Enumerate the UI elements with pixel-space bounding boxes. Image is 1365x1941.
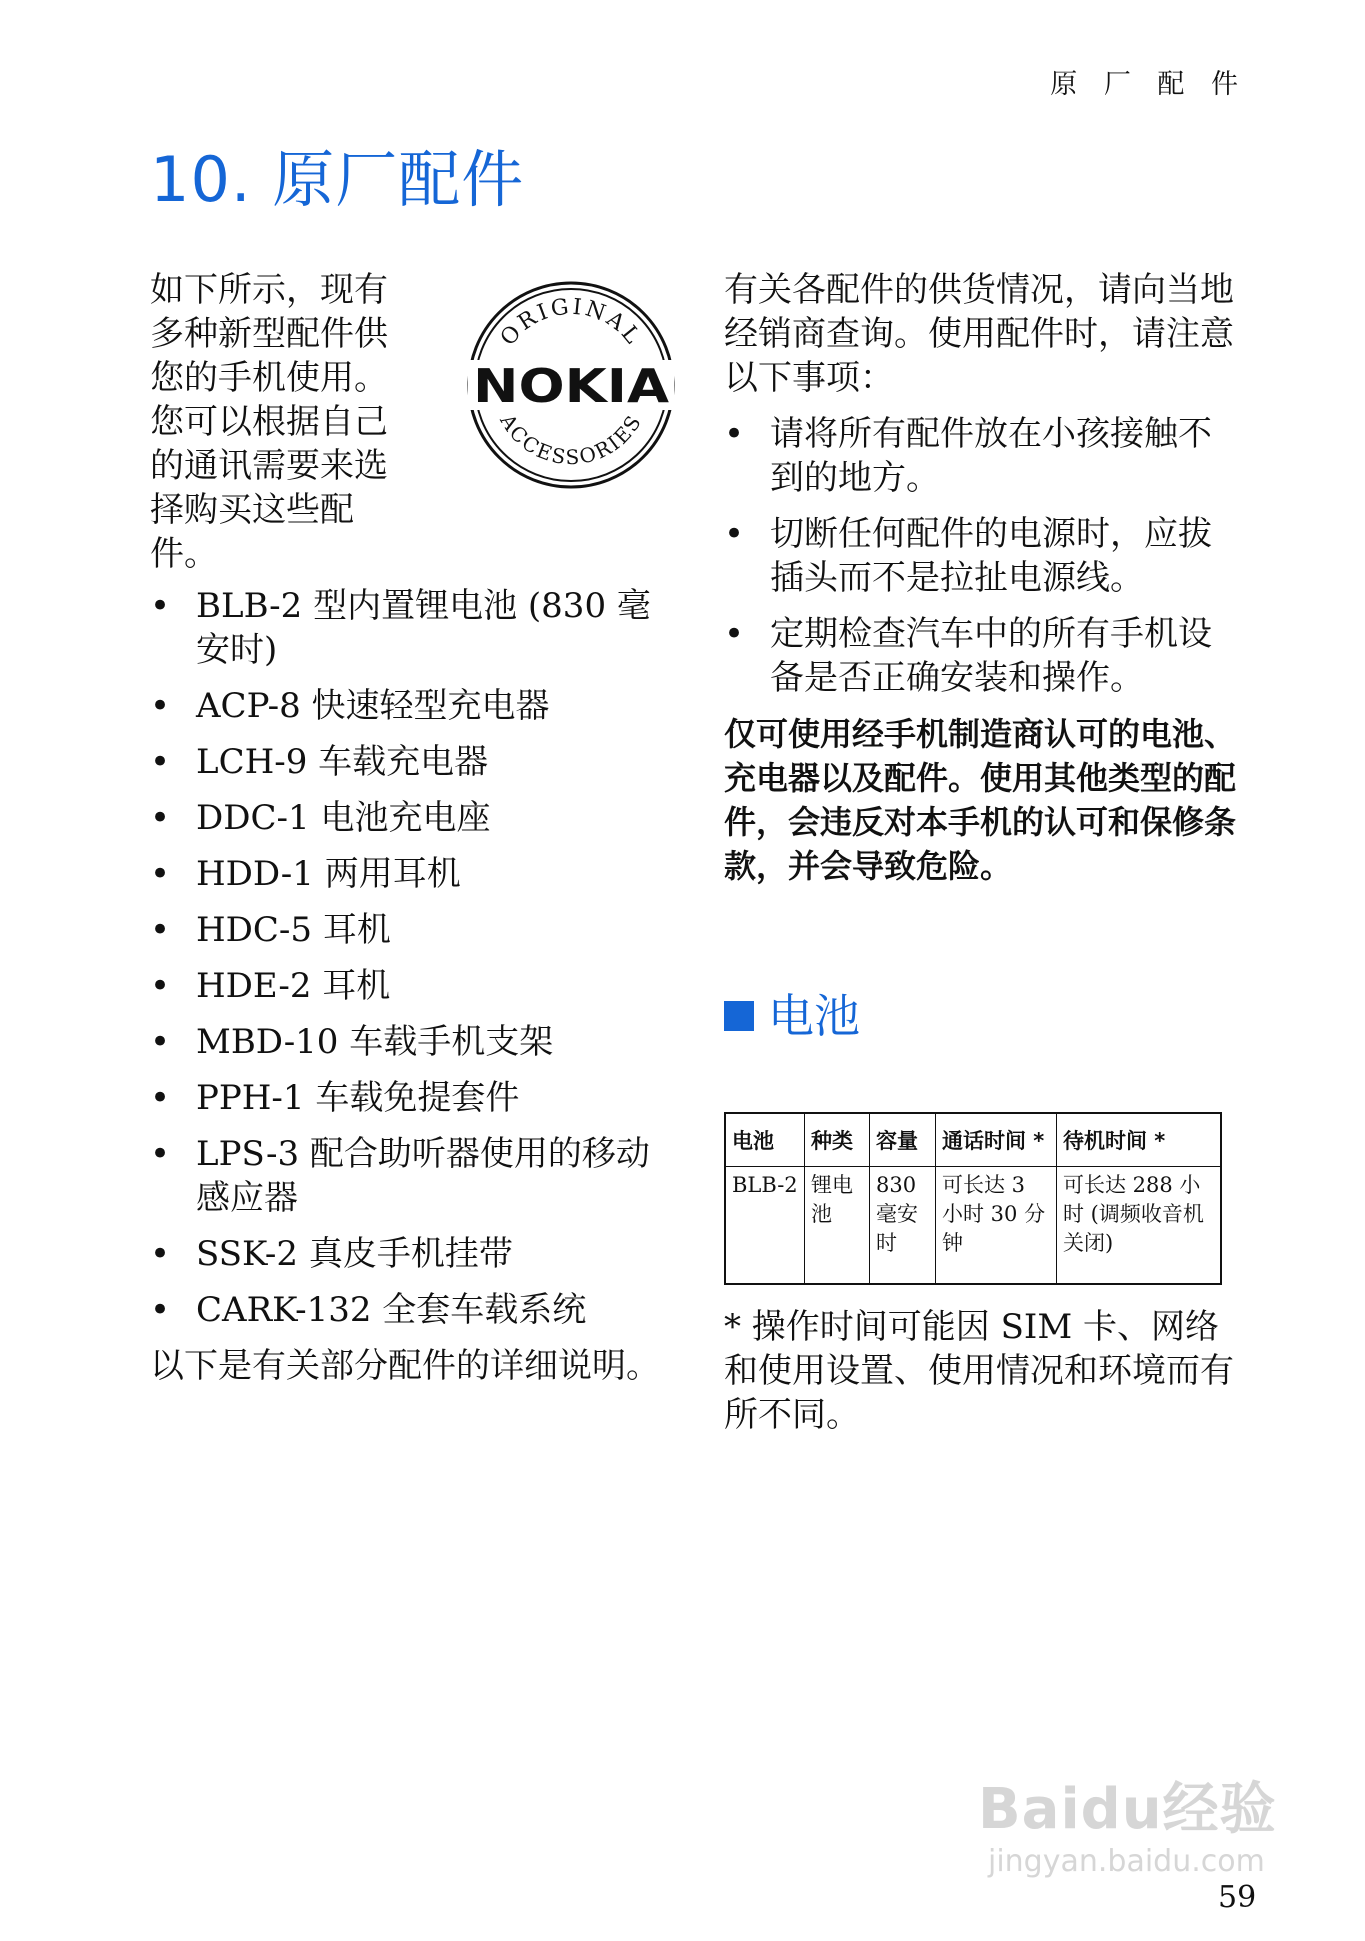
table-header: 种类	[805, 1113, 870, 1167]
list-item: • ACP-8 快速轻型充电器	[150, 684, 670, 728]
table-header: 待机时间 *	[1057, 1113, 1222, 1167]
list-item: • LCH-9 车载充电器	[150, 740, 670, 784]
list-item: • 切断任何配件的电源时，应拔插头而不是拉扯电源线。	[724, 512, 1244, 600]
running-header: 原 厂 配 件	[1050, 69, 1247, 100]
table-header: 通话时间 *	[936, 1113, 1057, 1167]
accessory-list	[150, 584, 670, 1344]
table-cell: BLB-2	[725, 1167, 805, 1285]
logo-bottom-text: ACCESSORIES	[495, 409, 647, 470]
table-header: 电池	[725, 1113, 805, 1167]
list-item: • 请将所有配件放在小孩接触不到的地方。	[724, 412, 1244, 500]
list-item: • LPS-3 配合助听器使用的移动感应器	[150, 1132, 670, 1220]
square-bullet-icon	[724, 1001, 754, 1031]
list-item: • HDC-5 耳机	[150, 908, 670, 952]
list-item: • 定期检查汽车中的所有手机设备是否正确安装和操作。	[724, 612, 1244, 700]
section-heading-battery	[724, 980, 860, 1046]
list-item: • MBD-10 车载手机支架	[150, 1020, 670, 1064]
list-item: • HDE-2 耳机	[150, 964, 670, 1008]
warning-paragraph: 仅可使用经手机制造商认可的电池、充电器以及配件。使用其他类型的配件，会违反对本手机的认可和保修条款，并会导致危险。	[724, 715, 1237, 885]
list-item: • PPH-1 车载免提套件	[150, 1076, 670, 1120]
availability-paragraph: 有关各配件的供货情况，请向当地经销商查询。使用配件时，请注意以下事项：	[724, 270, 1234, 398]
table-row	[725, 1167, 1221, 1285]
list-item: • SSK-2 真皮手机挂带	[150, 1232, 670, 1276]
chapter-title: 10. 原厂配件	[150, 143, 525, 216]
watermark-url: jingyan.baidu.com	[988, 1844, 1265, 1879]
section-title: 电池	[768, 989, 860, 1043]
watermark-brand: Baidu经验	[978, 1777, 1277, 1842]
table-cell: 锂电池	[805, 1167, 870, 1285]
footnote: * 操作时间可能因 SIM 卡、网络和使用设置、使用情况和环境而有所不同。	[724, 1307, 1234, 1435]
list-item: • HDD-1 两用耳机	[150, 852, 670, 896]
usage-notes-list	[724, 412, 1244, 700]
list-item: • CARK-132 全套车载系统	[150, 1288, 670, 1332]
logo-brand-text: NOKIA	[473, 359, 670, 413]
right-column	[724, 268, 1244, 888]
baidu-watermark	[978, 1777, 1277, 1879]
list-item: • DDC-1 电池充电座	[150, 796, 670, 840]
logo-top-text: ORIGINAL	[495, 294, 647, 351]
table-cell: 可长达 3 小时 30 分钟	[936, 1167, 1057, 1285]
nokia-original-accessories-logo	[466, 280, 676, 490]
page-number: 59	[1218, 1880, 1257, 1915]
table-header: 容量	[870, 1113, 936, 1167]
intro-paragraph: 如下所示，现有多种新型配件供您的手机使用。您可以根据自己的通讯需要来选择购买这些配件。	[150, 270, 388, 574]
battery-table	[724, 1112, 1222, 1285]
list-item: • BLB-2 型内置锂电池 (830 毫安时)	[150, 584, 670, 672]
table-cell: 830 毫安时	[870, 1167, 936, 1285]
table-cell: 可长达 288 小时 (调频收音机关闭)	[1057, 1167, 1222, 1285]
outro-paragraph: 以下是有关部分配件的详细说明。	[150, 1346, 660, 1386]
